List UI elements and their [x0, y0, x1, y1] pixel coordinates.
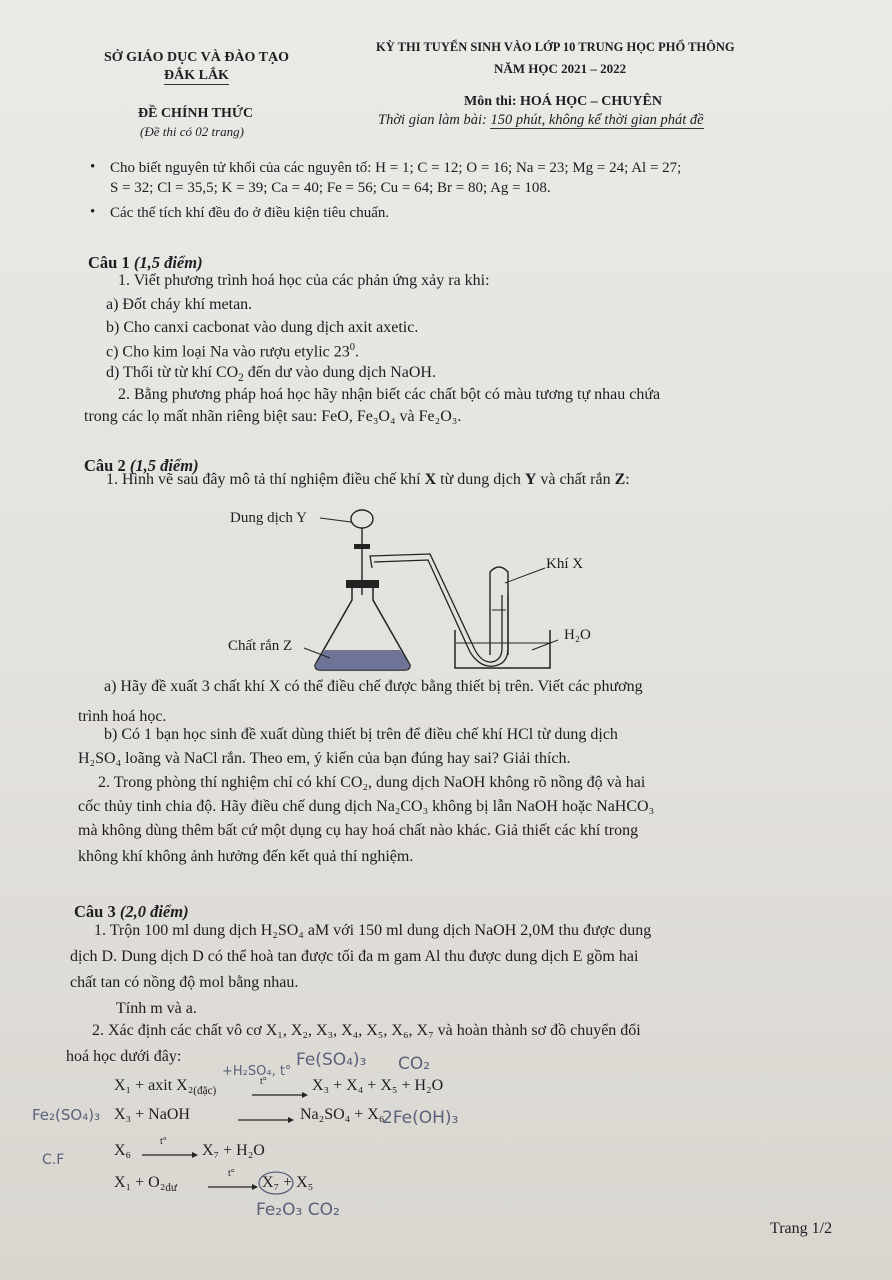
handwriting-note-3: CO₂	[398, 1054, 431, 1074]
figure-label-h2o: H₂O	[564, 627, 591, 643]
eq2-right: Na₂SO₄ + X₆	[300, 1106, 385, 1123]
handwriting-note-2: Fe(SO₄)₃	[296, 1050, 367, 1070]
q2-p1-end: :	[625, 471, 630, 488]
q2-p2-line3: mà không dùng thêm bất cứ một dụng cụ hay hoá chất nào khác. Giả thiết các khí trong	[78, 822, 639, 839]
q3-p2-line1: 2. Xác định các chất vô cơ X₁, X₂, X₃, X₄, X₅, X₆, X₇ và hoàn thành sơ đồ chuyển đổi	[92, 1022, 641, 1039]
funnel-bulb	[351, 510, 373, 528]
eq4-arrow	[208, 1182, 258, 1192]
leader-x	[505, 568, 545, 583]
eq1-cond: (đặc)	[193, 1085, 217, 1098]
q3-p1-line4: Tính m và a.	[116, 1000, 197, 1017]
q2-p2-line1: 2. Trong phòng thí nghiệm chỉ có khí CO₂, dung dịch NaOH không rõ nồng độ và hai	[98, 774, 646, 791]
q1-part2-line1: 2. Bằng phương pháp hoá học hãy nhận biết các chất bột có màu tương tự nhau chứa	[118, 386, 661, 403]
time-line	[378, 112, 704, 129]
dept-line1: SỞ GIÁO DỤC VÀ ĐÀO TẠO	[104, 50, 290, 65]
eq4-sub: dư	[165, 1182, 177, 1195]
official-label: ĐỀ CHÍNH THỨC	[138, 106, 254, 121]
eq1-arrow	[252, 1090, 308, 1100]
q2-p1-mid: từ dung dịch	[436, 471, 525, 488]
q1-part1: 1. Viết phương trình hoá học của các phản ứng xảy ra khi:	[118, 272, 490, 289]
funnel-stopcock	[354, 544, 370, 549]
q1-title-text: Câu 1	[88, 253, 130, 272]
eq3-left: X₆	[114, 1142, 132, 1159]
eq1-left	[114, 1077, 216, 1097]
q2-part1	[106, 471, 630, 489]
subject: Môn thi: HOÁ HỌC – CHUYÊN	[464, 94, 662, 109]
handwriting-note-6: C.F	[42, 1152, 65, 1168]
q1-item-a: a) Đốt cháy khí metan.	[106, 296, 253, 313]
figure-label-x: Khí X	[546, 556, 584, 572]
leader-h2o	[532, 640, 558, 650]
figure-label-z: Chất rắn Z	[228, 638, 293, 654]
exam-year: NĂM HỌC 2021 – 2022	[494, 61, 627, 76]
q2-p1-z: Z	[614, 471, 626, 488]
eq2-arrow	[238, 1115, 294, 1125]
q3-p1-line3: chất tan có nồng độ mol bằng nhau.	[70, 974, 299, 991]
q3-points: (2,0 điểm)	[119, 902, 189, 921]
q2-a-line2: trình hoá học.	[78, 708, 167, 725]
q1-item-c-text: c) Cho kim loại Na vào rượu etylic 23	[106, 343, 350, 361]
q1-item-c: c) Cho kim loại Na vào rượu etylic $23^0$.	[106, 342, 359, 361]
q1-item-b: b) Cho canxi cacbonat vào dung dịch axit axetic.	[106, 319, 419, 336]
eq2-left: X₃ + NaOH	[114, 1106, 190, 1123]
time-value: 150 phút, không kể thời gian phát đề	[490, 112, 704, 128]
page-number: Trang 1/2	[770, 1220, 833, 1237]
q2-p1-x: X	[424, 471, 437, 488]
figure-label-y: Dung dịch Y	[230, 510, 307, 526]
pages-note: (Đề thi có 02 trang)	[140, 124, 244, 139]
q3-p1-line1: 1. Trộn 100 ml dung dịch H₂SO₄ aM với 150 ml dung dịch NaOH 2,0M thu được dung	[94, 922, 652, 939]
eq4-left-text: X₁ + O₂	[114, 1174, 166, 1191]
q3-p2-line2: hoá học dưới đây:	[66, 1048, 182, 1065]
time-prefix: Thời gian làm bài:	[378, 112, 487, 128]
q2-p2-line2: cốc thủy tinh chia độ. Hãy điều chế dung dịch Na₂CO₃ không bị lẫn NaOH hoặc NaHCO₃	[78, 798, 655, 815]
eq4-right: X₇ + X₅	[262, 1174, 314, 1191]
q3-title	[74, 902, 189, 922]
q1-item-d-post: đến dư vào dung dịch NaOH.	[243, 364, 436, 381]
flask-stopper	[346, 580, 379, 588]
q2-p1-pre: 1. Hình vẽ sau đây mô tả thí nghiệm điều chế khí	[106, 471, 425, 488]
leader-y	[320, 518, 351, 522]
apparatus-figure	[220, 500, 600, 685]
q2-b-line1: b) Có 1 bạn học sinh đề xuất dùng thiết bị trên để điều chế khí HCl từ dung dịch	[104, 726, 618, 743]
eq3-right: X₇ + H₂O	[202, 1142, 265, 1159]
handwriting-note-7: Fe₂O₃ CO₂	[256, 1200, 340, 1220]
atomic-line2: S = 32; Cl = 35,5; K = 39; Ca = 40; Fe = 56; Cu = 64; Br = 80; Ag = 108.	[110, 180, 551, 196]
dept-line2: ĐẮK LẮK	[164, 68, 229, 83]
atomic-line1: • Cho biết nguyên tử khối của các nguyên tố: H = 1; C = 12; O = 16; Na = 23; Mg = 24; Al = 27;	[110, 160, 681, 177]
q2-p1-y: Y	[524, 471, 537, 488]
eq3-arrow	[142, 1150, 198, 1160]
eq1-right: X₃ + X₄ + X₅ + H₂O	[312, 1077, 444, 1094]
handwriting-note-4: Fe₂(SO₄)₃	[32, 1106, 101, 1124]
eq1-arrow-cond: t°	[260, 1076, 267, 1087]
q1-item-d-pre: d) Thổi từ từ khí CO	[106, 364, 239, 381]
handwriting-note-5: 2Fe(OH)₃	[382, 1108, 459, 1128]
q1-part2-line2: trong các lọ mất nhãn riêng biệt sau: FeO, Fe₃O₄ và Fe₂O₃.	[84, 408, 462, 425]
eq4-left	[114, 1174, 177, 1194]
q2-b-line2: H₂SO₄ loãng và NaCl rắn. Theo em, ý kiến của bạn đúng hay sai? Giải thích.	[78, 750, 571, 767]
test-tube	[490, 567, 508, 655]
delivery-tube-outer	[370, 554, 502, 662]
q2-points: (1,5 điểm)	[129, 456, 199, 475]
handwriting-note-1: +H₂SO₄, t°	[222, 1064, 292, 1079]
q1-item-d: d) Thổi từ từ khí $CO_2$ đến dư vào dung dịch NaOH.	[106, 364, 436, 385]
q2-title-text: Câu 2	[84, 456, 126, 475]
eq3-arrow-cond: t°	[160, 1136, 167, 1147]
q2-p1-mid2: và chất rắn	[536, 471, 615, 488]
q2-p2-line4: không khí không ảnh hưởng đến kết quả thí nghiệm.	[78, 848, 414, 865]
eq1-left-text: X₁ + axit X₂	[114, 1077, 194, 1094]
q1-item-c-sup: 0	[349, 342, 355, 353]
solid-z	[315, 650, 410, 670]
gas-note: • Các thể tích khí đều đo ở điều kiện tiêu chuẩn.	[110, 205, 389, 222]
handwriting-circle	[256, 1168, 296, 1198]
q3-p1-line2: dịch D. Dung dịch D có thể hoà tan được tối đa m gam Al thu được dung dịch E gồm hai	[70, 948, 639, 965]
q2-a-line1: a) Hãy đề xuất 3 chất khí X có thể điều chế được bằng thiết bị trên. Viết các phương	[104, 678, 643, 695]
q1-points: (1,5 điểm)	[133, 253, 203, 272]
exam-title: KỲ THI TUYỂN SINH VÀO LỚP 10 TRUNG HỌC PHỔ THÔNG	[376, 40, 735, 54]
q3-title-text: Câu 3	[74, 902, 116, 921]
q1-title	[88, 253, 203, 273]
eq4-arrow-cond: t°	[228, 1168, 235, 1179]
